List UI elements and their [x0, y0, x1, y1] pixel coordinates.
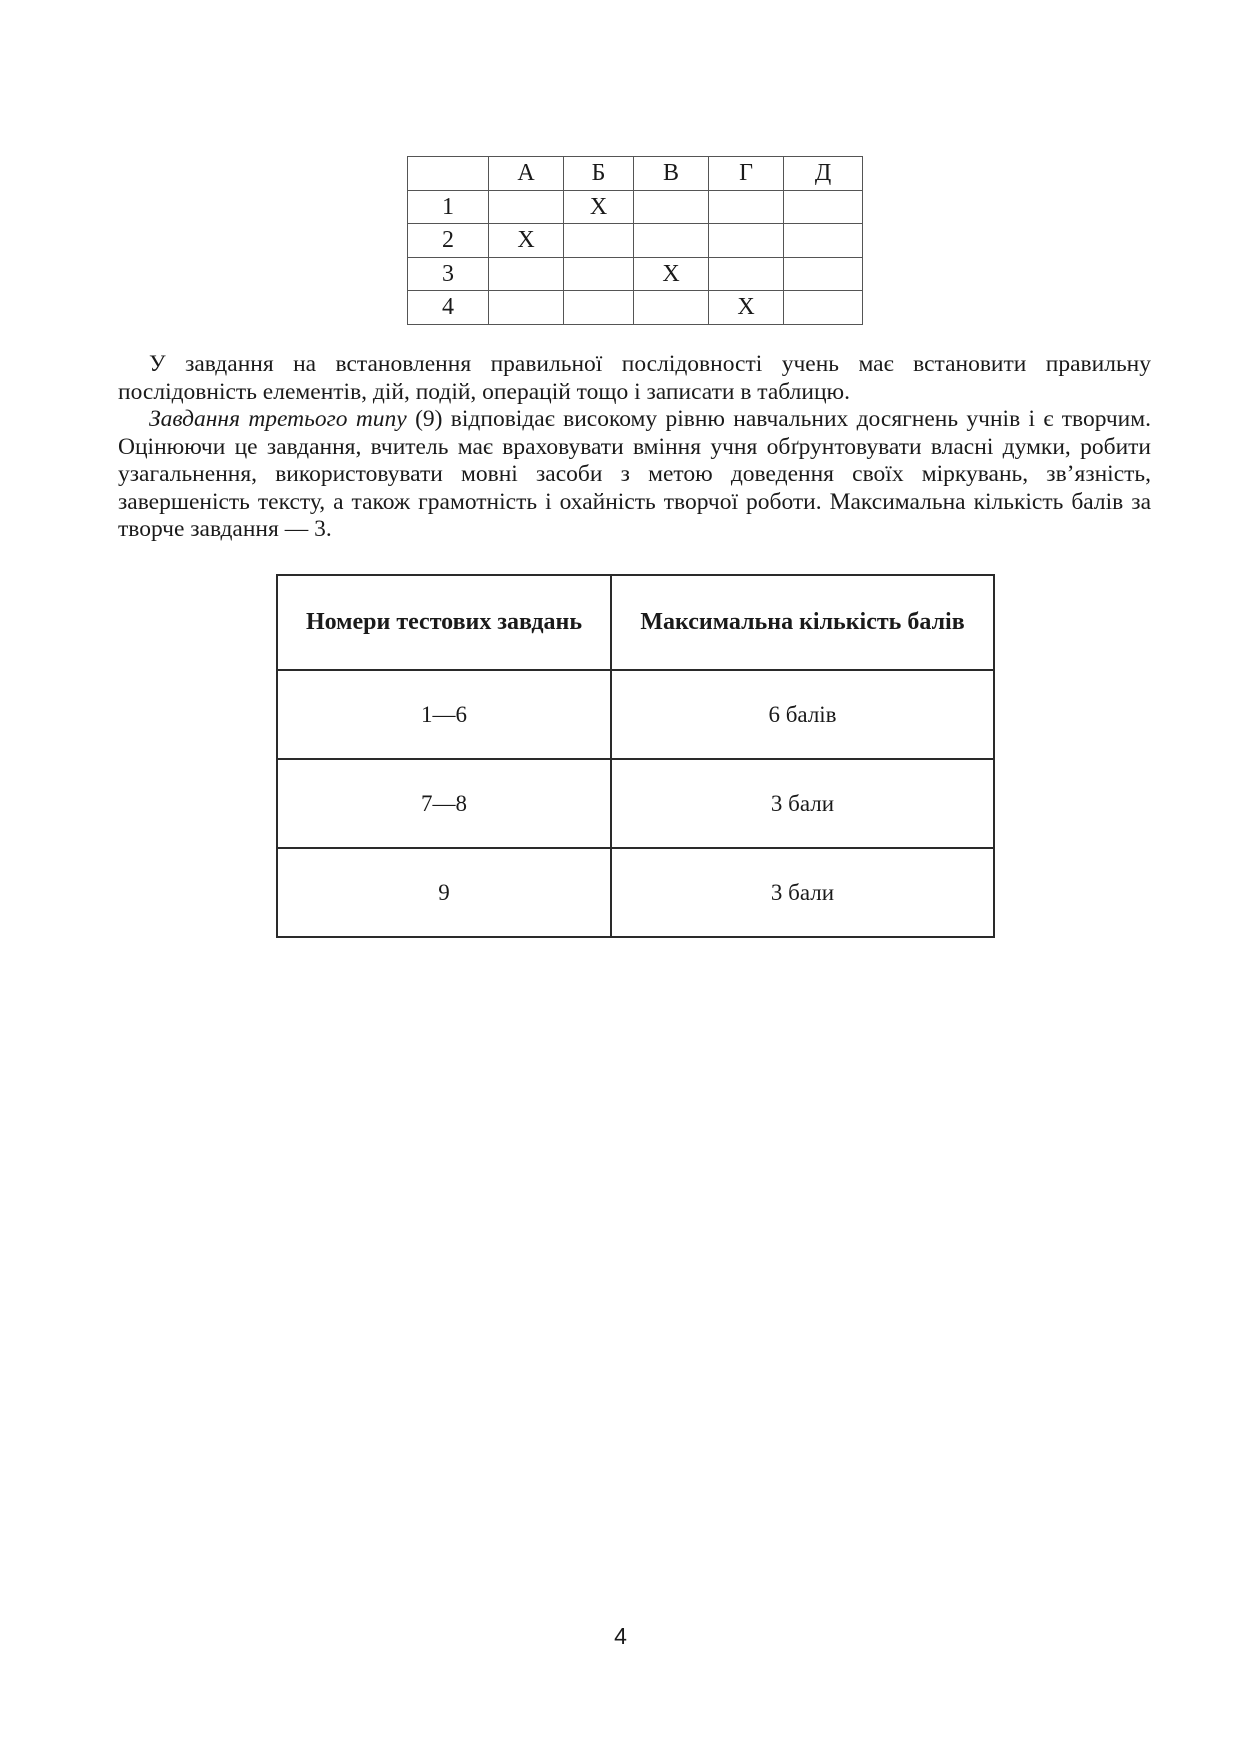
task-range-cell: 9 — [277, 848, 611, 937]
answer-grid-row — [408, 190, 863, 224]
grid-cell: Х — [709, 291, 784, 325]
score-table-row — [277, 670, 994, 759]
italic-term: Завдання третього типу — [149, 406, 407, 432]
grid-row-number: 4 — [408, 291, 489, 325]
answer-grid-header-row — [408, 157, 863, 191]
answer-grid-row — [408, 257, 863, 291]
grid-cell — [634, 291, 709, 325]
paragraph-text: (9) відповідає високому рівню навчальних досягнень учнів і є творчим. Оцінюючи це завдання, вчитель має враховувати вміння учня обґрунтовувати власні думки, робити узагальнення, використовувати мовні засоби з метою доведення своїх міркувань, зв’язність, завершеність тексту, а також грамотність і охайність творчої роботи. Максимальна кількість балів за творче завдання — 3. — [118, 406, 1152, 542]
grid-cell — [489, 190, 564, 224]
score-table — [276, 574, 995, 938]
answer-grid-row — [408, 291, 863, 325]
grid-cell: Х — [634, 257, 709, 291]
points-cell: 3 бали — [611, 848, 994, 937]
header-max-points: Максимальна кількість балів — [611, 575, 994, 670]
grid-cell — [784, 224, 863, 258]
header-task-numbers: Номери тестових завдань — [277, 575, 611, 670]
grid-cell — [564, 257, 634, 291]
grid-cell — [489, 291, 564, 325]
grid-header-cell: Д — [784, 157, 863, 191]
grid-cell — [784, 291, 863, 325]
grid-cell — [709, 257, 784, 291]
body-text — [118, 351, 1151, 544]
paragraph-third-type-task — [118, 406, 1151, 544]
answer-grid — [407, 156, 863, 325]
grid-cell — [564, 291, 634, 325]
paragraph-sequence-task: У завдання на встановлення правильної послідовності учень має встановити правильну послідовність елементів, дій, подій, операцій тощо і записати в таблицю. — [118, 351, 1151, 405]
grid-cell: Х — [564, 190, 634, 224]
grid-header-cell: Г — [709, 157, 784, 191]
grid-header-cell: А — [489, 157, 564, 191]
grid-cell — [564, 224, 634, 258]
grid-cell — [709, 190, 784, 224]
grid-cell — [784, 190, 863, 224]
grid-cell — [784, 257, 863, 291]
grid-cell — [634, 224, 709, 258]
page-number: 4 — [614, 1623, 627, 1649]
grid-row-number: 1 — [408, 190, 489, 224]
grid-cell — [634, 190, 709, 224]
task-range-cell: 7—8 — [277, 759, 611, 848]
score-table-header-row — [277, 575, 994, 670]
score-table-row — [277, 848, 994, 937]
grid-corner-cell — [408, 157, 489, 191]
points-cell: 3 бали — [611, 759, 994, 848]
grid-cell: Х — [489, 224, 564, 258]
score-table-row — [277, 759, 994, 848]
grid-cell — [709, 224, 784, 258]
task-range-cell: 1—6 — [277, 670, 611, 759]
grid-row-number: 2 — [408, 224, 489, 258]
grid-row-number: 3 — [408, 257, 489, 291]
grid-header-cell: Б — [564, 157, 634, 191]
answer-grid-row — [408, 224, 863, 258]
points-cell: 6 балів — [611, 670, 994, 759]
grid-header-cell: В — [634, 157, 709, 191]
grid-cell — [489, 257, 564, 291]
